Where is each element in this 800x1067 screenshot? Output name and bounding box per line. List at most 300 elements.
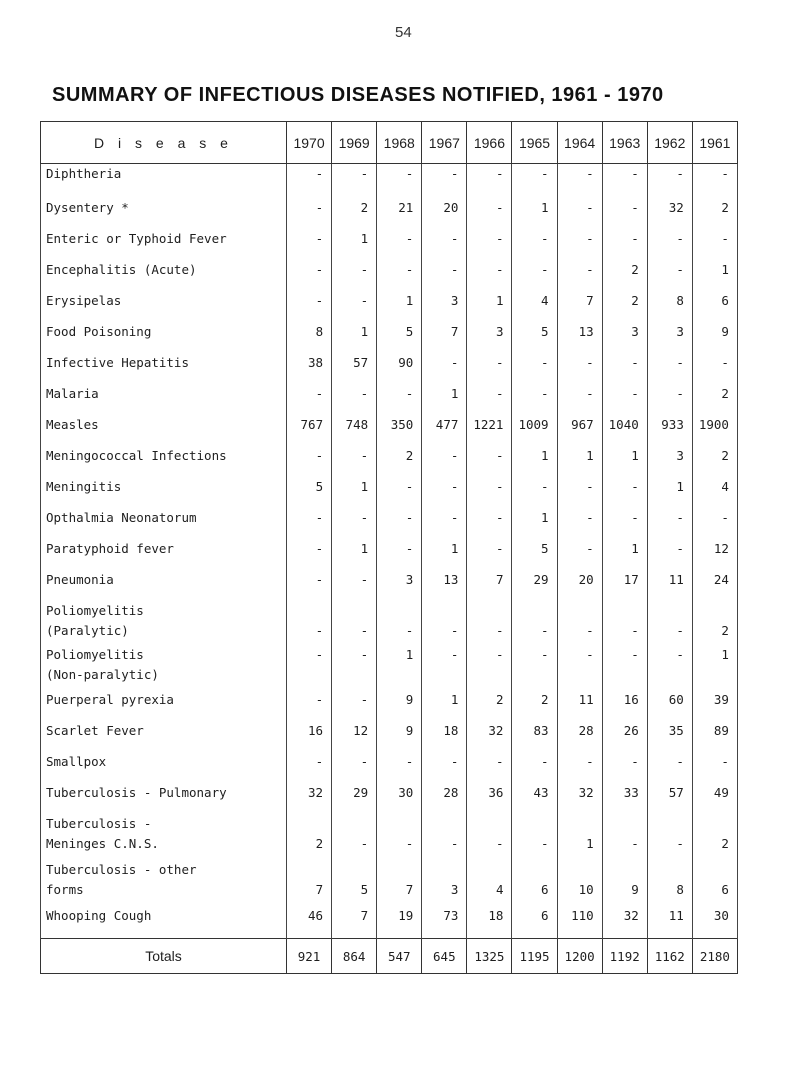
table-cell: - [647,539,692,570]
table-cell: - [287,260,332,291]
table-cell: 1 [602,446,647,477]
disease-name: Tuberculosis - Meninges C.N.S. [41,814,287,860]
table-cell: - [422,645,467,690]
table-cell: - [422,477,467,508]
table-cell: 1 [512,508,557,539]
table-cell: 2 [602,291,647,322]
table-cell: - [287,690,332,721]
table-cell: - [692,229,737,260]
table-cell: 1009 [512,415,557,446]
table-cell: 8 [647,860,692,906]
table-cell: 7 [377,860,422,906]
table-cell: 2 [692,601,737,645]
table-cell: - [647,229,692,260]
table-cell: 90 [377,353,422,384]
column-header-year: 1967 [422,122,467,164]
table-row [41,721,738,752]
table-cell: - [422,508,467,539]
table-cell: 1 [467,291,512,322]
table-cell: 5 [512,322,557,353]
total-cell: 547 [377,939,422,974]
table-cell: - [557,508,602,539]
table-cell: - [602,814,647,860]
table-cell: 2 [602,260,647,291]
table-row [41,783,738,814]
table-cell: - [422,752,467,783]
table-cell: - [332,752,377,783]
table-cell: 73 [422,906,467,939]
table-cell: - [602,645,647,690]
table-cell: 32 [647,198,692,229]
table-cell: - [287,291,332,322]
table-cell: - [602,477,647,508]
table-cell: - [422,229,467,260]
table-cell: - [467,539,512,570]
column-header-year: 1963 [602,122,647,164]
table-row [41,690,738,721]
table-cell: 11 [647,570,692,601]
column-header-year: 1965 [512,122,557,164]
table-cell: 20 [422,198,467,229]
total-cell: 1195 [512,939,557,974]
table-row [41,601,738,645]
table-cell: - [557,353,602,384]
table-cell: - [557,752,602,783]
total-cell: 1162 [647,939,692,974]
table-cell: - [512,477,557,508]
table-row [41,752,738,783]
table-cell: - [512,384,557,415]
table-cell: 1 [512,198,557,229]
table-cell: - [287,508,332,539]
table-cell: 13 [422,570,467,601]
table-cell: 12 [332,721,377,752]
table-cell: 1221 [467,415,512,446]
totals-row [41,939,738,974]
table-cell: - [647,260,692,291]
header-row [41,122,738,164]
table-cell: - [287,752,332,783]
table-row [41,415,738,446]
table-cell: - [422,353,467,384]
table-cell: - [422,601,467,645]
table-cell: - [557,601,602,645]
disease-name: Meningococcal Infections [41,446,287,477]
table-cell: - [287,645,332,690]
table-cell: 89 [692,721,737,752]
table-row [41,645,738,690]
table-cell: - [377,752,422,783]
table-cell: - [422,260,467,291]
table-cell: 38 [287,353,332,384]
table-cell: 3 [422,291,467,322]
table-cell: - [512,645,557,690]
table-cell: 1900 [692,415,737,446]
table-cell: - [647,645,692,690]
table-cell: 1 [377,291,422,322]
table-cell: 1040 [602,415,647,446]
column-header-year: 1968 [377,122,422,164]
table-cell: 1 [422,690,467,721]
disease-name: Whooping Cough [41,906,287,939]
disease-name: Infective Hepatitis [41,353,287,384]
table-cell: 2 [692,814,737,860]
table-cell: - [332,260,377,291]
column-header-disease: D i s e a s e [41,122,287,164]
table-cell: - [602,601,647,645]
table-cell: - [557,164,602,198]
disease-name: Pneumonia [41,570,287,601]
table-cell: 6 [692,291,737,322]
table-cell: - [287,164,332,198]
totals-label: Totals [41,939,287,974]
table-cell: 30 [377,783,422,814]
table-cell: - [287,446,332,477]
table-cell: 1 [602,539,647,570]
table-cell: 7 [332,906,377,939]
table-cell: - [512,353,557,384]
table-cell: - [512,164,557,198]
table-cell: - [467,260,512,291]
table-cell: 767 [287,415,332,446]
table-cell: 24 [692,570,737,601]
table-cell: 7 [287,860,332,906]
table-cell: - [602,508,647,539]
table-cell: - [512,752,557,783]
table-cell: 21 [377,198,422,229]
table-cell: 35 [647,721,692,752]
table-cell: 1 [332,477,377,508]
table-cell: 1 [332,229,377,260]
table-cell: 60 [647,690,692,721]
table-cell: - [467,198,512,229]
table-cell: - [287,570,332,601]
table-cell: 2 [287,814,332,860]
table-cell: - [467,446,512,477]
table-cell: - [467,645,512,690]
table-cell: 6 [512,906,557,939]
disease-name: Scarlet Fever [41,721,287,752]
table-cell: 11 [557,690,602,721]
table-cell: - [377,164,422,198]
table-cell: 4 [512,291,557,322]
disease-name: Meningitis [41,477,287,508]
table-cell: - [332,384,377,415]
table-cell: 1 [557,446,602,477]
table-cell: - [557,260,602,291]
total-cell: 1192 [602,939,647,974]
disease-name: Tuberculosis - other forms [41,860,287,906]
table-cell: 33 [602,783,647,814]
table-cell: 1 [332,322,377,353]
table-cell: - [422,446,467,477]
table-cell: - [557,539,602,570]
table-cell: 3 [647,446,692,477]
table-row [41,384,738,415]
table-cell: 32 [602,906,647,939]
table-cell: 18 [422,721,467,752]
table-cell: - [512,601,557,645]
table-cell: 19 [377,906,422,939]
total-cell: 1325 [467,939,512,974]
table-cell: - [332,690,377,721]
total-cell: 1200 [557,939,602,974]
table-cell: 3 [467,322,512,353]
disease-summary-table [40,121,738,974]
table-cell: - [647,601,692,645]
column-header-year: 1964 [557,122,602,164]
table-row [41,477,738,508]
table-cell: 7 [422,322,467,353]
table-cell: - [287,198,332,229]
table-cell: - [467,752,512,783]
table-cell: 9 [377,690,422,721]
table-cell: - [422,164,467,198]
table-row [41,353,738,384]
table-cell: 6 [512,860,557,906]
table-cell: - [602,164,647,198]
table-row [41,860,738,906]
table-cell: - [332,164,377,198]
table-cell: 57 [332,353,377,384]
table-cell: 20 [557,570,602,601]
table-cell: 16 [602,690,647,721]
table-cell: 2 [512,690,557,721]
table-cell: - [692,752,737,783]
column-header-year: 1970 [287,122,332,164]
table-cell: 39 [692,690,737,721]
table-cell: 3 [422,860,467,906]
table-cell: - [512,260,557,291]
table-cell: 748 [332,415,377,446]
total-cell: 645 [422,939,467,974]
table-cell: - [332,814,377,860]
table-cell: - [467,353,512,384]
table-cell: 7 [467,570,512,601]
table-cell: - [332,508,377,539]
table-cell: 49 [692,783,737,814]
table-cell: 7 [557,291,602,322]
table-cell: 1 [422,539,467,570]
table-cell: 26 [602,721,647,752]
table-cell: - [602,353,647,384]
table-cell: 3 [377,570,422,601]
column-header-year: 1969 [332,122,377,164]
table-row [41,229,738,260]
table-row [41,322,738,353]
disease-name: Enteric or Typhoid Fever [41,229,287,260]
table-cell: - [647,164,692,198]
table-cell: 12 [692,539,737,570]
table-cell: - [287,384,332,415]
table-cell: - [287,229,332,260]
table-cell: - [467,814,512,860]
table-cell: - [557,229,602,260]
table-cell: - [647,384,692,415]
table-cell: 9 [377,721,422,752]
table-row [41,570,738,601]
table-cell: 5 [512,539,557,570]
disease-name: Paratyphoid fever [41,539,287,570]
table-cell: 2 [692,198,737,229]
disease-table-container [40,121,737,974]
table-cell: 43 [512,783,557,814]
table-cell: 3 [647,322,692,353]
disease-name: Food Poisoning [41,322,287,353]
table-cell: 1 [512,446,557,477]
disease-name: Puerperal pyrexia [41,690,287,721]
table-cell: - [332,291,377,322]
column-header-year: 1961 [692,122,737,164]
disease-name: Dysentery * [41,198,287,229]
table-cell: - [692,164,737,198]
table-cell: - [332,446,377,477]
table-cell: - [467,508,512,539]
table-cell: - [377,508,422,539]
table-cell: - [557,477,602,508]
table-cell: 2 [467,690,512,721]
table-cell: 32 [557,783,602,814]
table-row [41,446,738,477]
table-cell: 9 [692,322,737,353]
table-cell: 28 [557,721,602,752]
page-number: 54 [395,24,412,41]
table-row [41,539,738,570]
table-cell: 8 [287,322,332,353]
disease-name: Poliomyelitis (Paralytic) [41,601,287,645]
table-cell: 967 [557,415,602,446]
table-cell: 29 [332,783,377,814]
table-cell: - [467,601,512,645]
disease-name: Malaria [41,384,287,415]
column-header-year: 1966 [467,122,512,164]
table-cell: 17 [602,570,647,601]
table-cell: - [467,229,512,260]
total-cell: 921 [287,939,332,974]
table-cell: 350 [377,415,422,446]
table-cell: - [377,539,422,570]
disease-name: Measles [41,415,287,446]
page-title: SUMMARY OF INFECTIOUS DISEASES NOTIFIED, 1961 - 1970 [52,84,664,106]
column-header-year: 1962 [647,122,692,164]
table-cell: 83 [512,721,557,752]
disease-name: Opthalmia Neonatorum [41,508,287,539]
table-cell: 1 [377,645,422,690]
table-body [41,164,738,939]
disease-name: Poliomyelitis (Non-paralytic) [41,645,287,690]
table-cell: 57 [647,783,692,814]
table-cell: 18 [467,906,512,939]
table-cell: - [512,814,557,860]
total-cell: 2180 [692,939,737,974]
table-cell: - [377,814,422,860]
table-cell: 3 [602,322,647,353]
table-cell: - [602,752,647,783]
table-cell: 1 [422,384,467,415]
table-cell: - [377,384,422,415]
table-cell: - [467,384,512,415]
table-cell: 10 [557,860,602,906]
table-row [41,198,738,229]
table-cell: 1 [647,477,692,508]
table-cell: - [602,229,647,260]
table-cell: - [647,353,692,384]
disease-name: Smallpox [41,752,287,783]
table-cell: 1 [692,260,737,291]
table-cell: - [287,601,332,645]
table-cell: 6 [692,860,737,906]
disease-name: Encephalitis (Acute) [41,260,287,291]
table-cell: 4 [692,477,737,508]
table-cell: - [377,229,422,260]
table-cell: - [332,645,377,690]
table-cell: 28 [422,783,467,814]
table-cell: 29 [512,570,557,601]
table-cell: 5 [332,860,377,906]
table-row [41,164,738,198]
table-cell: 32 [287,783,332,814]
table-cell: - [557,198,602,229]
table-row [41,814,738,860]
table-cell: - [377,477,422,508]
table-cell: - [287,539,332,570]
table-row [41,291,738,322]
table-cell: - [332,601,377,645]
table-cell: - [692,508,737,539]
table-cell: - [602,198,647,229]
table-cell: 4 [467,860,512,906]
disease-name: Diphtheria [41,164,287,198]
table-cell: 2 [692,384,737,415]
table-cell: - [377,260,422,291]
table-row [41,260,738,291]
table-cell: 1 [557,814,602,860]
table-row [41,508,738,539]
table-cell: 36 [467,783,512,814]
table-cell: 8 [647,291,692,322]
disease-name: Erysipelas [41,291,287,322]
table-cell: - [467,164,512,198]
table-cell: - [332,570,377,601]
table-cell: - [647,752,692,783]
table-cell: - [647,508,692,539]
table-cell: - [602,384,647,415]
table-cell: - [692,353,737,384]
table-cell: 1 [692,645,737,690]
table-cell: 11 [647,906,692,939]
table-cell: 13 [557,322,602,353]
disease-name: Tuberculosis - Pulmonary [41,783,287,814]
total-cell: 864 [332,939,377,974]
table-cell: - [512,229,557,260]
table-cell: 110 [557,906,602,939]
table-cell: 2 [332,198,377,229]
table-cell: - [377,601,422,645]
table-cell: 32 [467,721,512,752]
table-cell: 477 [422,415,467,446]
table-cell: 2 [377,446,422,477]
table-cell: 2 [692,446,737,477]
table-cell: 5 [287,477,332,508]
table-cell: 16 [287,721,332,752]
table-cell: 9 [602,860,647,906]
table-cell: 5 [377,322,422,353]
table-cell: - [467,477,512,508]
table-row [41,906,738,939]
table-cell: - [422,814,467,860]
table-cell: - [557,384,602,415]
table-cell: - [647,814,692,860]
